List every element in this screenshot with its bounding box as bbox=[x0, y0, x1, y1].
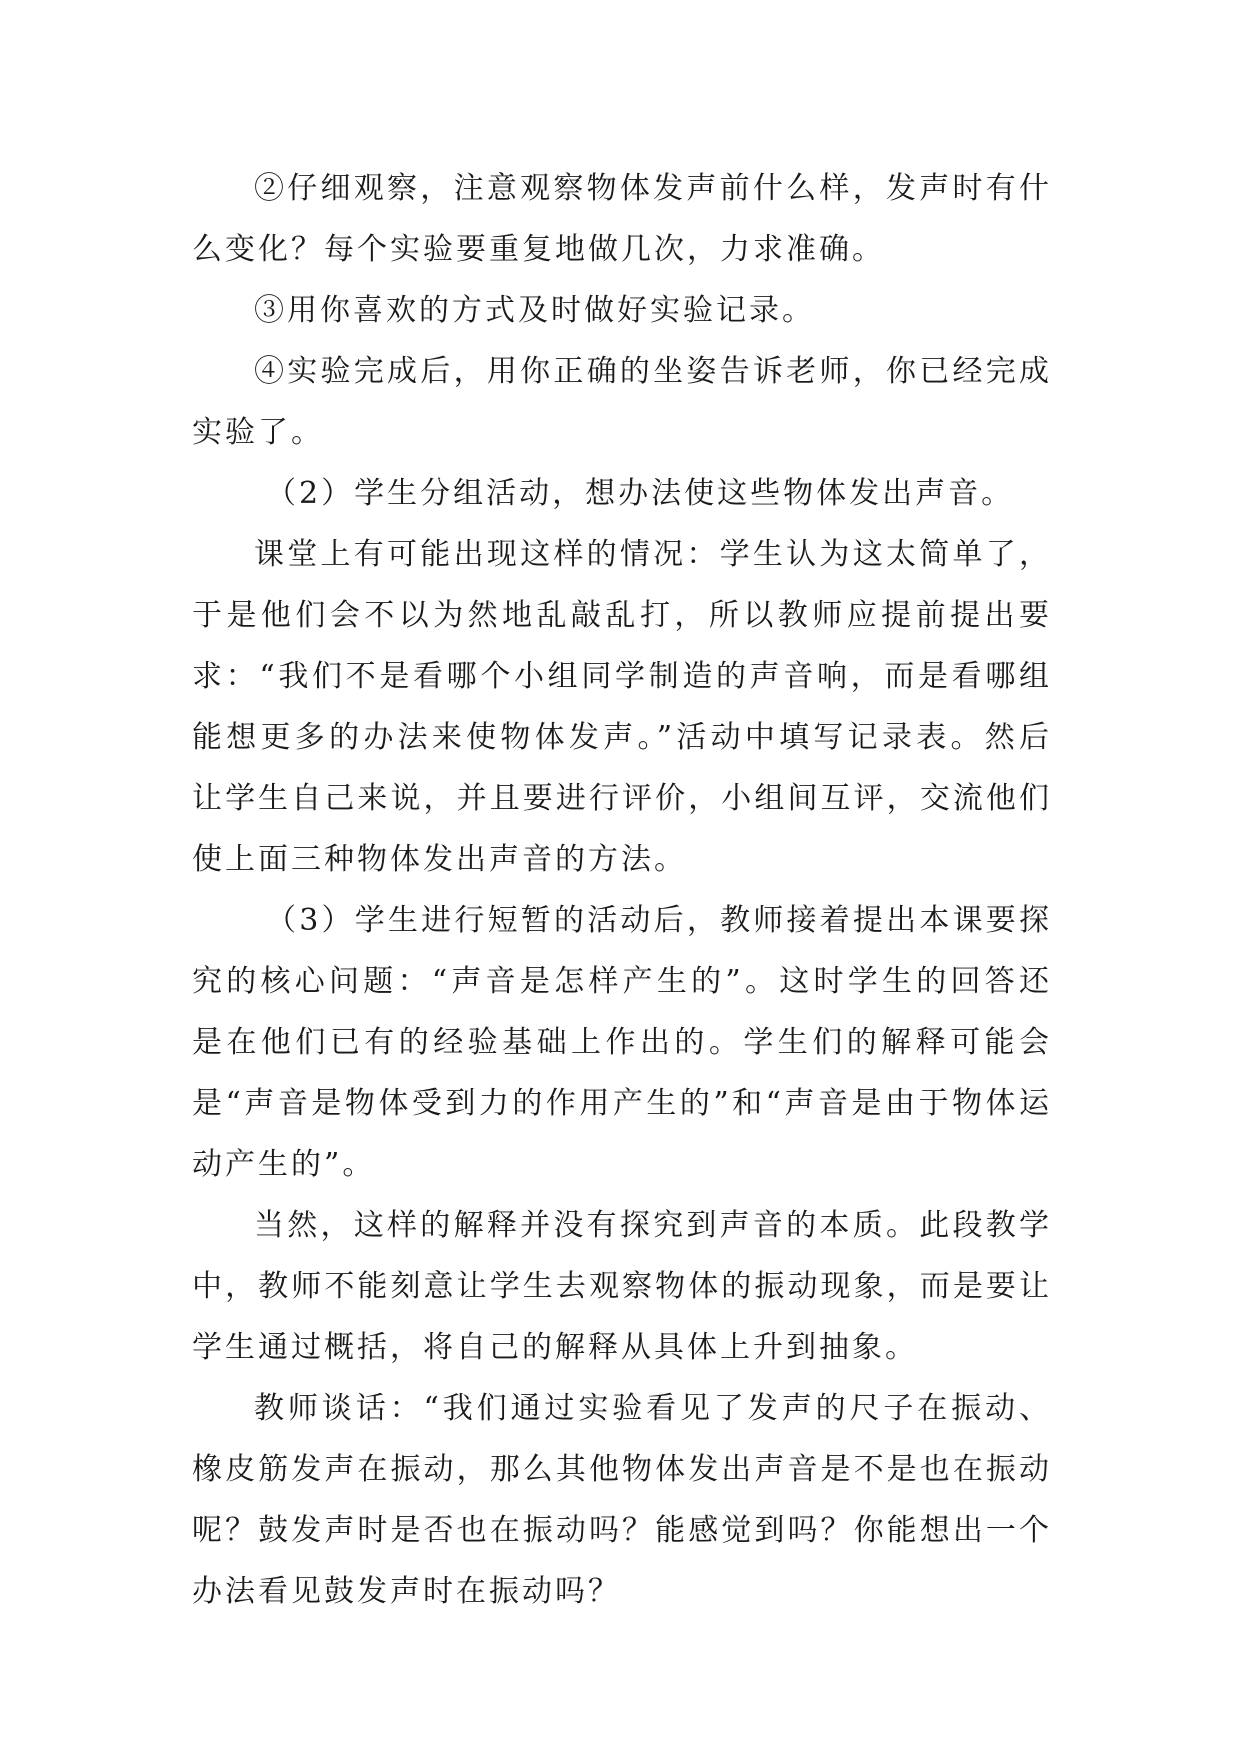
document-body bbox=[192, 158, 1052, 1622]
paragraph-step-4: ④实验完成后，用你正确的坐姿告诉老师，你已经完成实验了。 bbox=[192, 354, 1052, 450]
paragraph-section-3: （3）学生进行短暂的活动后，教师接着提出本课要探究的核心问题：“声音是怎样产生的”。这时学生的回答还是在他们已有的经验基础上作出的。学生们的解释可能会是“声音是物体受到力的作用产生的”和“声音是由于物体运动产生的”。 bbox=[192, 903, 1052, 1182]
paragraph-step-2: ②仔细观察，注意观察物体发声前什么样，发声时有什么变化？每个实验要重复地做几次，力求准确。 bbox=[192, 171, 1052, 267]
paragraph-classroom-situation: 课堂上有可能出现这样的情况：学生认为这太简单了，于是他们会不以为然地乱敲乱打，所以教师应提前提出要求：“我们不是看哪个小组同学制造的声音响，而是看哪组能想更多的办法来使物体发声。”活动中填写记录表。然后让学生自己来说，并且要进行评价，小组间互评，交流他们使上面三种物体发出声音的方法。 bbox=[192, 537, 1052, 877]
paragraph-explanation-nature: 当然，这样的解释并没有探究到声音的本质。此段教学中，教师不能刻意让学生去观察物体的振动现象，而是要让学生通过概括，将自己的解释从具体上升到抽象。 bbox=[192, 1208, 1052, 1365]
paragraph-section-2: （2）学生分组活动，想办法使这些物体发出声音。 bbox=[266, 476, 1015, 511]
paragraph-teacher-talk: 教师谈话：“我们通过实验看见了发声的尺子在振动、橡皮筋发声在振动，那么其他物体发出声音是不是也在振动呢？鼓发声时是否也在振动吗？能感觉到吗？你能想出一个办法看见鼓发声时在振动吗？ bbox=[192, 1391, 1052, 1609]
paragraph-step-3: ③用你喜欢的方式及时做好实验记录。 bbox=[254, 293, 815, 328]
